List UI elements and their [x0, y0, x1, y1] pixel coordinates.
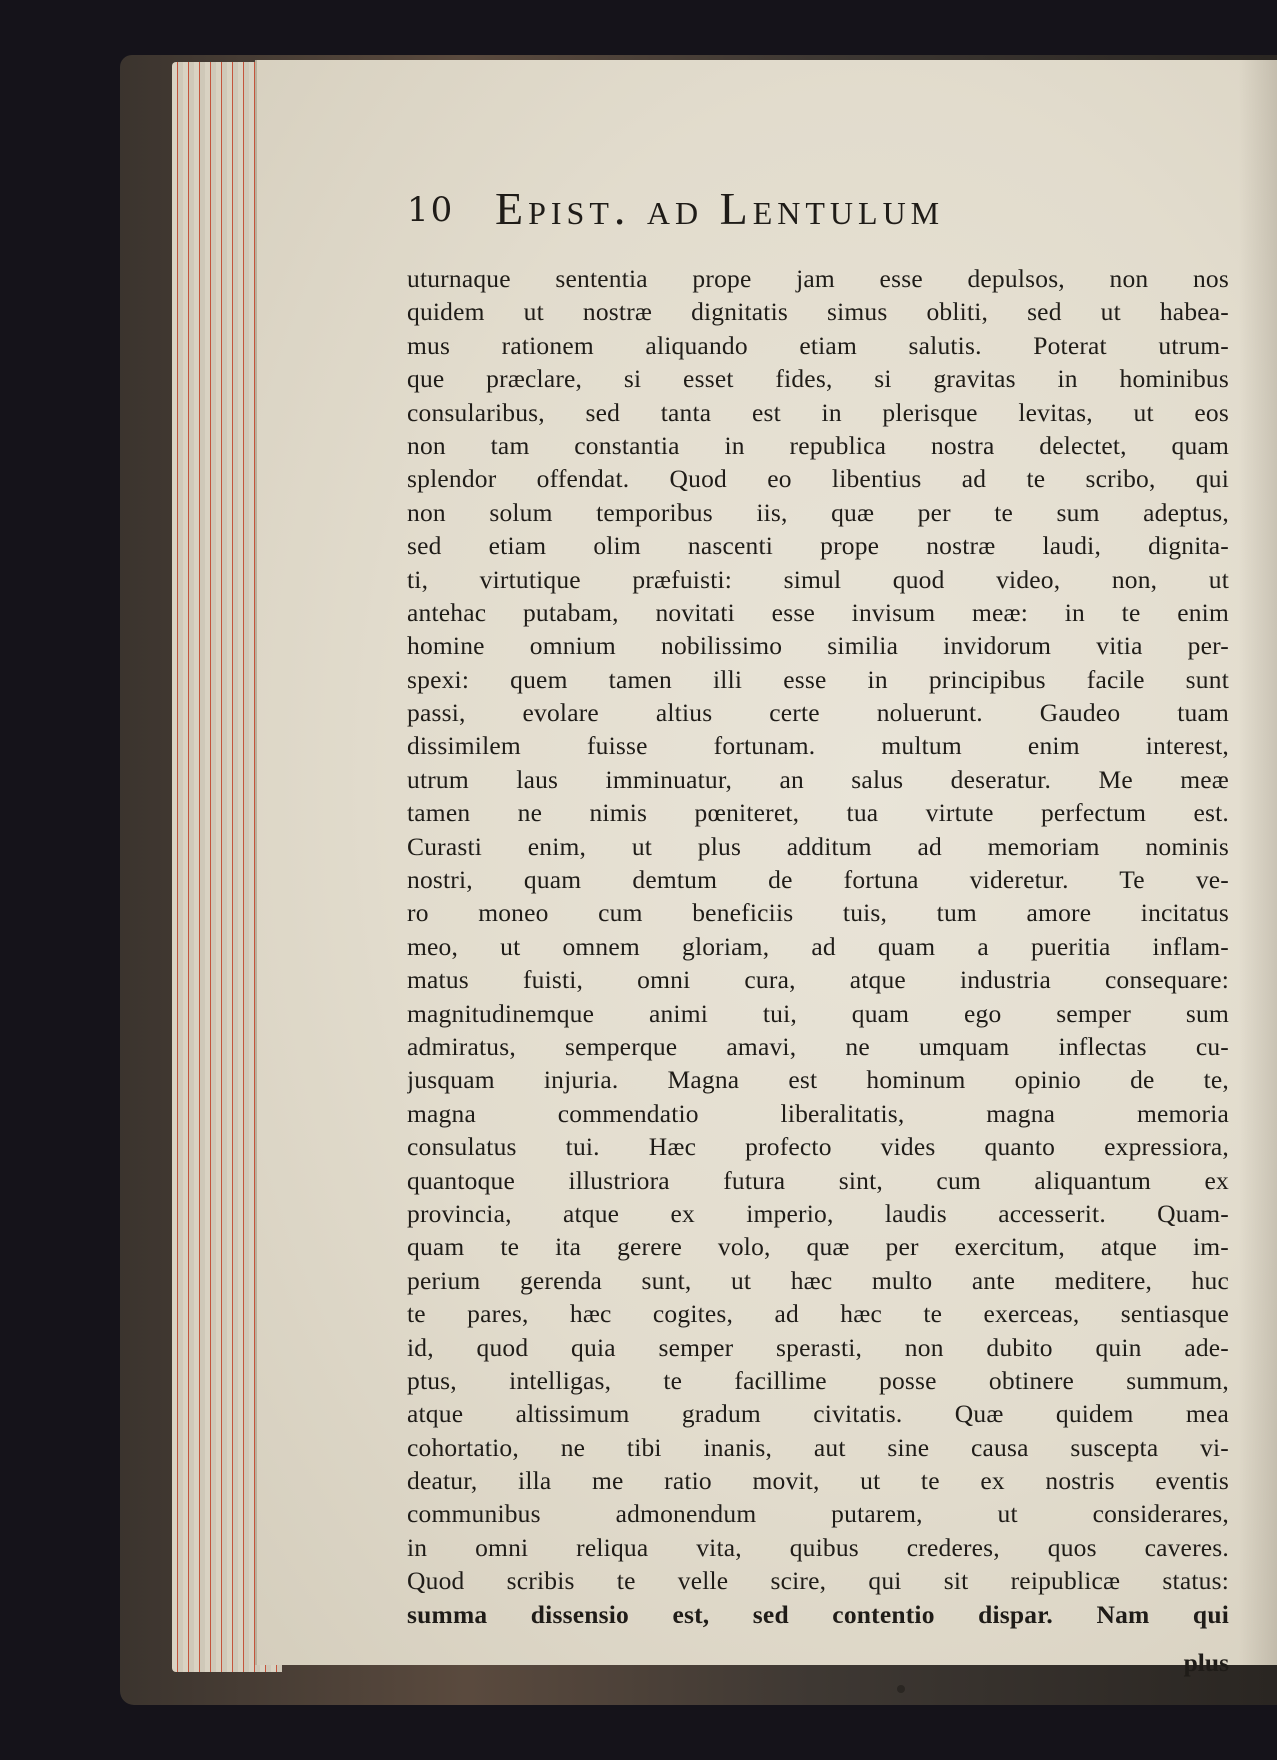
text-line: utrum laus imminuatur, an salus deseratur. Me meæ [407, 764, 1229, 794]
text-line: non solum temporibus iis, quæ per te sum adeptus, [407, 497, 1229, 527]
text-line: atque altissimum gradum civitatis. Quæ quidem mea [407, 1399, 1229, 1429]
text-line: tamen ne nimis pœniteret, tua virtute perfectum est. [407, 798, 1229, 828]
text-line: nostri, quam demtum de fortuna videretur. Te ve- [407, 865, 1229, 895]
text-line: antehac putabam, novitati esse invisum meæ: in te enim [407, 597, 1229, 627]
text-line: Quod scribis te velle scire, qui sit reipublicæ status: [407, 1566, 1229, 1596]
text-line: uturnaque sententia prope jam esse depulsos, non nos [407, 264, 1229, 293]
text-line: cohortatio, ne tibi inanis, aut sine causa suscepta vi- [407, 1432, 1229, 1462]
text-line: spexi: quem tamen illi esse in principibus facile sunt [407, 664, 1229, 694]
text-line: meo, ut omnem gloriam, ad quam a pueritia inflam- [407, 931, 1229, 961]
text-line: provincia, atque ex imperio, laudis accesserit. Quam- [407, 1198, 1229, 1228]
text-line: non tam constantia in republica nostra delectet, quam [407, 430, 1229, 460]
text-line: deatur, illa me ratio movit, ut te ex nostris eventis [407, 1466, 1229, 1496]
text-line: jusquam injuria. Magna est hominum opinio de te, [407, 1065, 1229, 1095]
text-line: splendor offendat. Quod eo libentius ad te scribo, qui [407, 464, 1229, 494]
text-line: consularibus, sed tanta est in plerisque levitas, ut eos [407, 397, 1229, 427]
text-line: mus rationem aliquando etiam salutis. Poterat utrum- [407, 330, 1229, 360]
text-line: id, quod quia semper sperasti, non dubito quin adе- [407, 1332, 1229, 1362]
text-line: summa dissensio est, sed contentio dispar. Nam qui [407, 1599, 1229, 1629]
text-line: admiratus, semperque amavi, ne umquam inflectas cu- [407, 1031, 1229, 1061]
running-head [407, 182, 1227, 242]
text-line: ti, virtutique præfuisti: simul quod video, non, ut [407, 564, 1229, 594]
book-page [255, 60, 1277, 1677]
text-line: quidem ut nostræ dignitatis simus obliti, sed ut habea- [407, 297, 1229, 327]
text-line: ptus, intelligas, te facillime posse obtinere summum, [407, 1365, 1229, 1395]
text-line: magna commendatio liberalitatis, magna memoria [407, 1098, 1229, 1128]
text-line: que præclare, si esset fides, si gravitas in hominibus [407, 364, 1229, 394]
page-gutter-shadow [1239, 60, 1277, 1665]
text-line: communibus admonendum putarem, ut considerares, [407, 1499, 1229, 1529]
text-line: quam te ita gerere volo, quæ per exercitum, atque im- [407, 1232, 1229, 1262]
text-line: perium gerenda sunt, ut hæc multo ante meditere, huc [407, 1265, 1229, 1295]
text-line: homine omnium nobilissimo similia invidorum vitia per- [407, 631, 1229, 661]
text-line: Curasti enim, ut plus additum ad memoriam nominis [407, 831, 1229, 861]
ink-dot [897, 1685, 905, 1693]
running-title: Epist. ad Lentulum [495, 183, 945, 234]
catchword: plus [1183, 1648, 1229, 1677]
text-line: matus fuisti, omni cura, atque industria consequare: [407, 965, 1229, 995]
text-line: in omni reliqua vita, quibus crederes, quos caveres. [407, 1532, 1229, 1562]
body-text [407, 262, 1229, 1631]
page-number: 10 [407, 190, 455, 230]
text-line: consulatus tui. Hæc profecto vides quanto expressiora, [407, 1132, 1229, 1162]
text-line: passi, evolare altius certe noluerunt. Gaudeo tuam [407, 698, 1229, 728]
text-line: dissimilem fuisse fortunam. multum enim interest, [407, 731, 1229, 761]
text-line: quantoque illustriora futura sint, cum aliquantum ex [407, 1165, 1229, 1195]
text-line: te pares, hæc cogites, ad hæc te exerceas, sentiasque [407, 1299, 1229, 1329]
text-line: magnitudinemque animi tui, quam ego semper sum [407, 998, 1229, 1028]
text-line: ro moneo cum beneficiis tuis, tum amore incitatus [407, 898, 1229, 928]
text-line: sed etiam olim nascenti prope nostræ laudi, dignita- [407, 531, 1229, 561]
